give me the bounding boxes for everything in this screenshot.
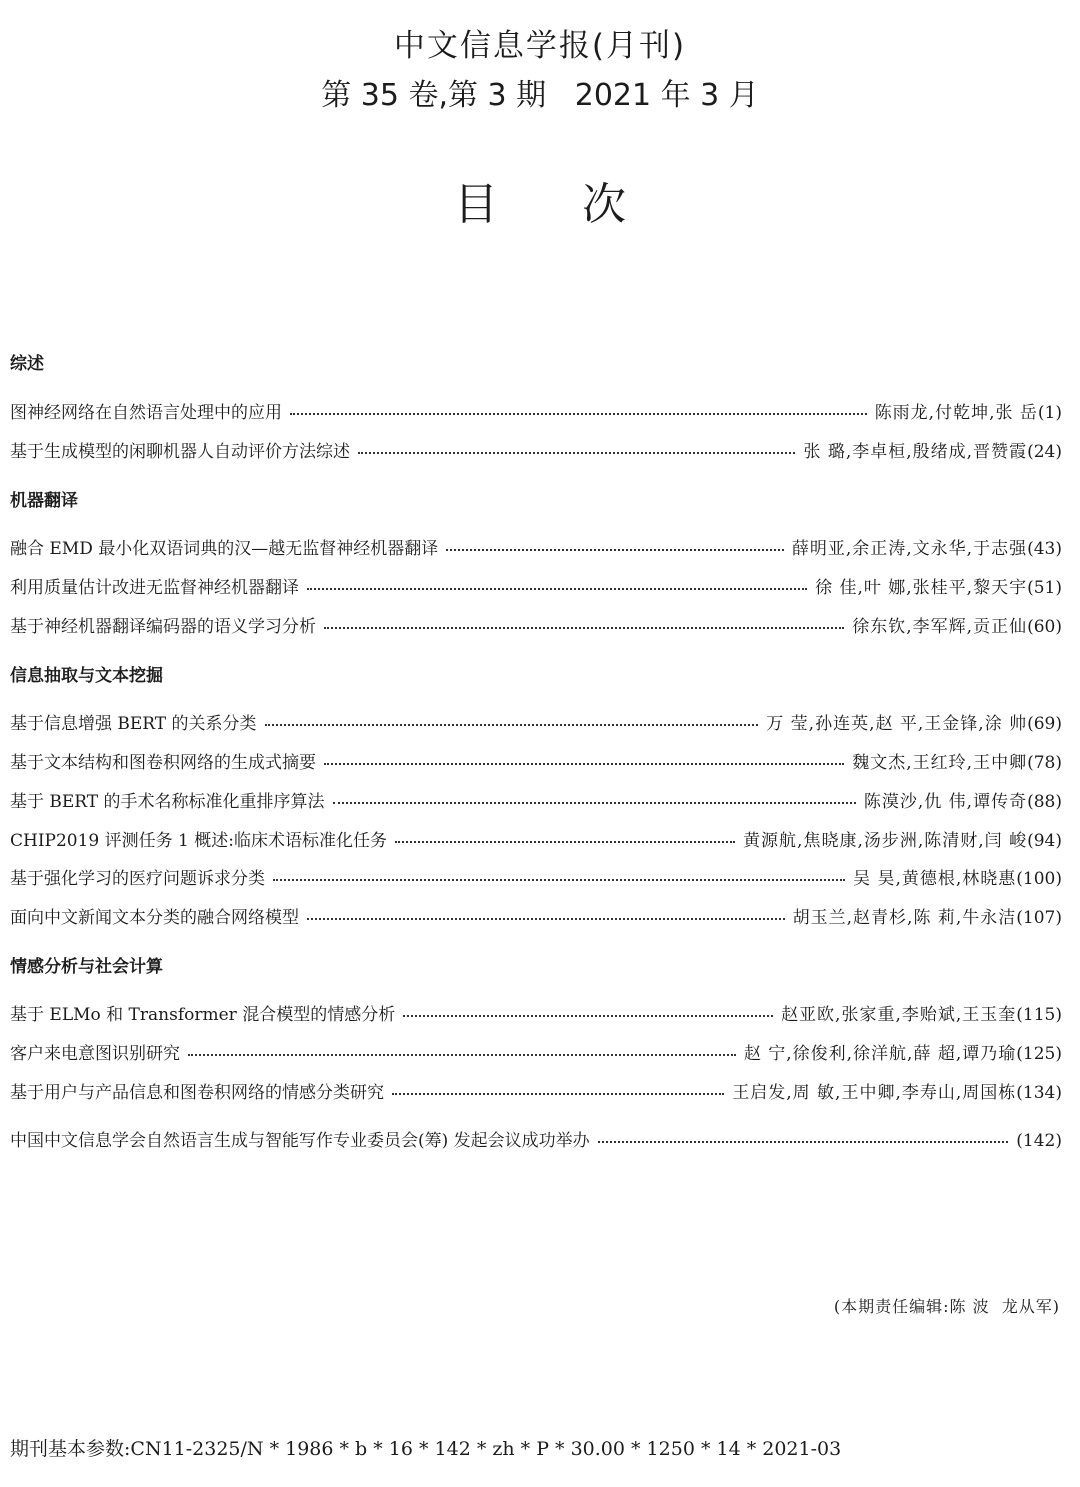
dot-leader	[324, 626, 844, 629]
article-page: (88)	[1027, 792, 1062, 812]
dot-leader	[358, 451, 795, 454]
article-authors: 张 璐,李卓桓,殷绪成,晋赞霞	[803, 442, 1028, 462]
article-title: 利用质量估计改进无监督神经机器翻译	[10, 578, 299, 598]
article-authors: 黄源航,焦晓康,汤步洲,陈清财,闫 峻	[743, 831, 1028, 851]
article-page: (125)	[1016, 1044, 1062, 1064]
article-title: 基于用户与产品信息和图卷积网络的情感分类研究	[10, 1083, 384, 1103]
dot-leader	[598, 1140, 1009, 1143]
article-authors: 薛明亚,余正涛,文永华,于志强	[791, 539, 1028, 559]
contents-heading: 目次	[454, 179, 710, 230]
toc-entry[interactable]	[10, 1000, 1062, 1025]
article-title: 基于强化学习的医疗问题诉求分类	[10, 869, 265, 889]
notice-page: (142)	[1016, 1131, 1062, 1151]
editor-note: (本期责任编辑:陈 波 龙从军)	[833, 1297, 1060, 1316]
article-title: 客户来电意图识别研究	[10, 1044, 180, 1064]
article-page: (78)	[1027, 753, 1062, 773]
article-title: 面向中文新闻文本分类的融合网络模型	[10, 908, 299, 928]
toc-entry[interactable]	[10, 398, 1062, 423]
dot-leader	[392, 1092, 724, 1095]
dot-leader	[446, 548, 784, 551]
article-authors: 魏文杰,王红玲,王中卿	[852, 753, 1028, 773]
article-authors: 徐东钦,李军辉,贡正仙	[852, 617, 1028, 637]
dot-leader	[273, 878, 845, 881]
article-title: 基于文本结构和图卷积网络的生成式摘要	[10, 753, 316, 773]
toc-entry[interactable]	[10, 748, 1062, 773]
toc-entry[interactable]	[10, 787, 1062, 812]
toc-entry[interactable]	[10, 1078, 1062, 1103]
article-page: (43)	[1027, 539, 1062, 559]
article-page: (100)	[1016, 869, 1062, 889]
article-authors: 吴 昊,黄德根,林晓惠	[853, 869, 1017, 889]
article-page: (94)	[1027, 831, 1062, 851]
article-page: (60)	[1027, 617, 1062, 637]
dot-leader	[290, 412, 867, 415]
toc-entry-notice[interactable]	[10, 1126, 1062, 1151]
article-page: (24)	[1027, 442, 1062, 462]
dot-leader	[265, 723, 759, 726]
toc-entry[interactable]	[10, 864, 1062, 889]
article-page: (1)	[1037, 403, 1062, 423]
section-heading: 情感分析与社会计算	[10, 957, 163, 977]
article-page: (51)	[1027, 578, 1062, 598]
article-title: 图神经网络在自然语言处理中的应用	[10, 403, 282, 423]
article-title: 融合 EMD 最小化双语词典的汉—越无监督神经机器翻译	[10, 539, 439, 559]
article-authors: 胡玉兰,赵青杉,陈 莉,牛永洁	[792, 908, 1017, 928]
notice-title: 中国中文信息学会自然语言生成与智能写作专业委员会(筹) 发起会议成功举办	[10, 1131, 590, 1151]
article-title: 基于神经机器翻译编码器的语义学习分析	[10, 617, 316, 637]
dot-leader	[307, 917, 785, 920]
article-authors: 万 莹,孙连英,赵 平,王金锋,涂 帅	[766, 714, 1028, 734]
article-authors: 赵 宁,徐俊利,徐洋航,薛 超,谭乃瑜	[743, 1044, 1017, 1064]
article-title: 基于生成模型的闲聊机器人自动评价方法综述	[10, 442, 350, 462]
journal-parameters: 期刊基本参数:CN11-2325/N * 1986 * b * 16 * 142 * zh * P * 30.00 * 1250 * 14 * 2021-03	[10, 1438, 842, 1460]
article-page: (134)	[1016, 1083, 1062, 1103]
article-authors: 徐 佳,叶 娜,张桂平,黎天宇	[815, 578, 1028, 598]
section-heading: 信息抽取与文本挖掘	[10, 666, 163, 686]
toc-entry[interactable]	[10, 437, 1062, 462]
issue-line: 第 35 卷,第 3 期 2021 年 3 月	[321, 78, 759, 113]
article-page: (107)	[1016, 908, 1062, 928]
dot-leader	[307, 587, 807, 590]
article-title: CHIP2019 评测任务 1 概述:临床术语标准化任务	[10, 831, 388, 851]
dot-leader	[403, 1014, 773, 1017]
section-heading: 综述	[10, 354, 44, 374]
toc-entry[interactable]	[10, 1039, 1062, 1064]
dot-leader	[333, 801, 856, 804]
article-page: (69)	[1027, 714, 1062, 734]
dot-leader	[188, 1053, 736, 1056]
toc-entry[interactable]	[10, 573, 1062, 598]
article-page: (115)	[1016, 1005, 1062, 1025]
toc-entry[interactable]	[10, 534, 1062, 559]
toc-entry[interactable]	[10, 612, 1062, 637]
section-heading: 机器翻译	[10, 491, 78, 511]
article-authors: 王启发,周 敏,王中卿,李寿山,周国栋	[732, 1083, 1017, 1103]
dot-leader	[324, 762, 844, 765]
article-title: 基于 BERT 的手术名称标准化重排序算法	[10, 792, 325, 812]
article-authors: 陈雨龙,付乾坤,张 岳	[874, 403, 1038, 423]
journal-title: 中文信息学报(月刊)	[393, 28, 687, 64]
toc-entry[interactable]	[10, 903, 1062, 928]
article-authors: 赵亚欧,张家重,李贻斌,王玉奎	[781, 1005, 1017, 1025]
table-of-contents	[10, 0, 1062, 1487]
toc-entry[interactable]	[10, 826, 1062, 851]
dot-leader	[395, 840, 735, 843]
article-authors: 陈漠沙,仇 伟,谭传奇	[863, 792, 1028, 812]
article-title: 基于信息增强 BERT 的关系分类	[10, 714, 257, 734]
toc-entry[interactable]	[10, 709, 1062, 734]
article-title: 基于 ELMo 和 Transformer 混合模型的情感分析	[10, 1005, 396, 1025]
